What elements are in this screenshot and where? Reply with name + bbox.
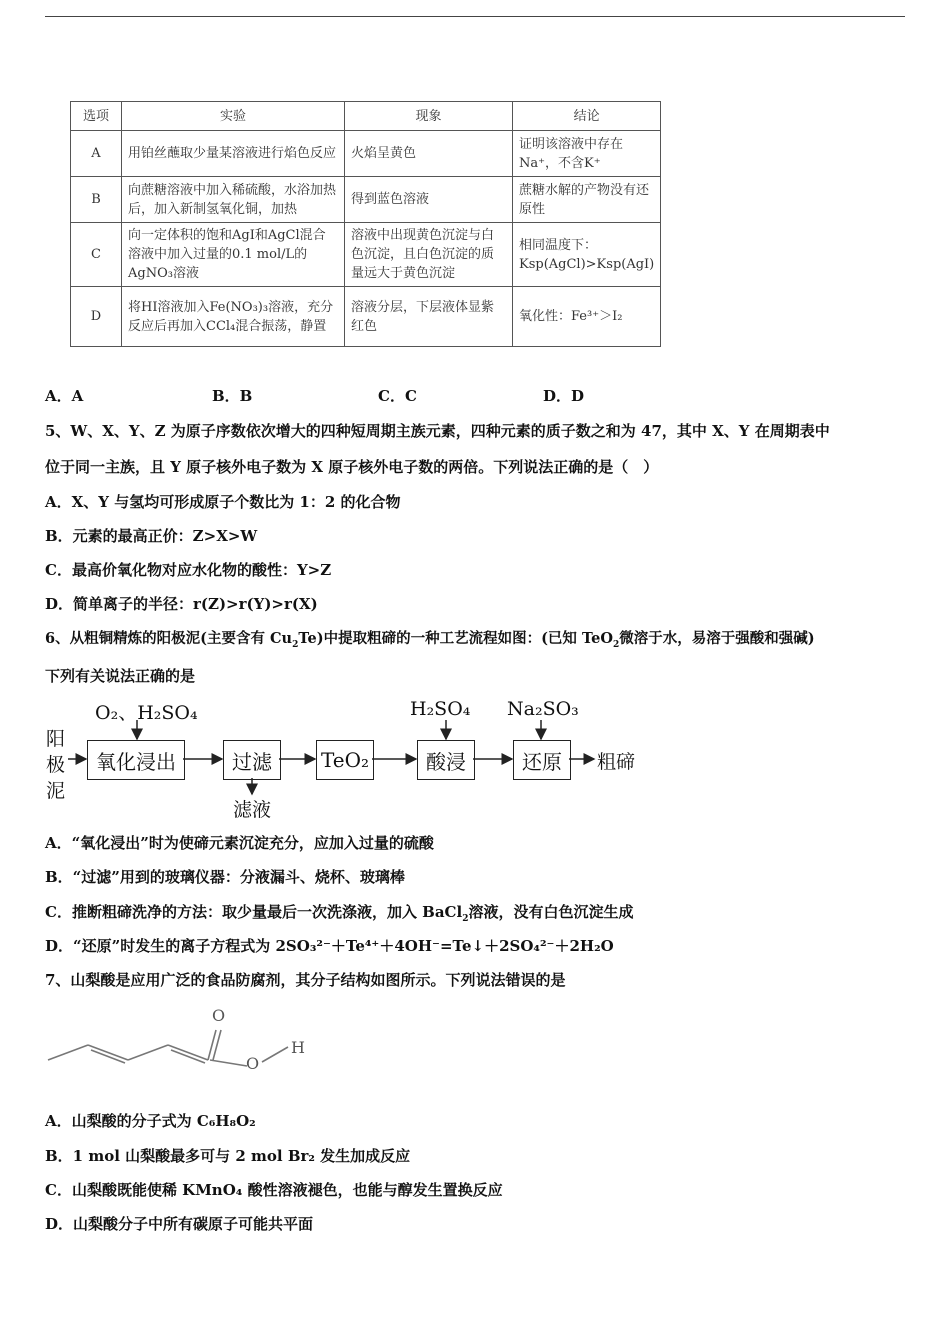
flow-start-label: 阳极泥 — [46, 728, 66, 802]
table-row — [71, 177, 661, 223]
q6-option-c[interactable]: C．推断粗碲洗净的方法：取少量最后一次洗涤液，加入 BaCl$_2$溶液，没有白色沉淀生成 — [45, 903, 634, 924]
row-option: B — [71, 177, 122, 223]
q5-option-d[interactable]: D．简单离子的半径：r(Z)>r(Y)>r(X) — [45, 595, 318, 613]
structure-hydroxyl-o: O — [246, 1054, 260, 1073]
q6-option-d[interactable]: D．“还原”时发生的离子方程式为 2SO₃²⁻＋Te⁴⁺＋4OH⁻=Te↓＋2SO₄²⁻＋2H₂O — [45, 937, 614, 955]
flow-box-filter: 过滤 — [223, 740, 281, 780]
flow-box-teo2: TeO₂ — [316, 740, 374, 780]
row-option: A — [71, 131, 122, 177]
q7-option-b[interactable]: B．1 mol 山梨酸最多可与 2 mol Br₂ 发生加成反应 — [45, 1147, 411, 1165]
structure-carbonyl-o: O — [212, 1006, 226, 1025]
table-row — [71, 131, 661, 177]
q4-option-c[interactable]: C．C — [378, 387, 417, 405]
q5-stem-line1: 5、W、X、Y、Z 为原子序数依次增大的四种短周期主族元素，四种元素的质子数之和为 47，其中 X、Y 在周期表中 — [45, 422, 830, 440]
row-phenomenon: 火焰呈黄色 — [345, 131, 513, 177]
flow-box-acid-leach: 酸浸 — [417, 740, 475, 780]
header-conclusion: 结论 — [513, 102, 661, 131]
q7-stem: 7、山梨酸是应用广泛的食品防腐剂，其分子结构如图所示。下列说法错误的是 — [45, 971, 566, 989]
table-row — [71, 223, 661, 287]
q7-option-c[interactable]: C．山梨酸既能使稀 KMnO₄ 酸性溶液褪色，也能与醇发生置换反应 — [45, 1181, 503, 1199]
flow-input5: Na₂SO₃ — [507, 698, 579, 720]
row-conclusion: 蔗糖水解的产物没有还原性 — [513, 177, 661, 223]
q4-option-d[interactable]: D．D — [543, 387, 585, 405]
flow-box-reduce: 还原 — [513, 740, 571, 780]
q6-stem-part1: 6、从粗铜精炼的阳极泥(主要含有 Cu — [45, 630, 293, 647]
row-experiment: 向一定体积的饱和AgI和AgCl混合溶液中加入过量的0.1 mol/L的AgNO₃溶液 — [122, 223, 345, 287]
row-experiment: 将HI溶液加入Fe(NO₃)₃溶液，充分反应后再加入CCl₄混合振荡，静置 — [122, 287, 345, 347]
q5-option-c[interactable]: C．最高价氧化物对应水化物的酸性：Y>Z — [45, 561, 332, 579]
flow-input1: O₂、H₂SO₄ — [95, 702, 198, 724]
q6-stem-line1: 6、从粗铜精炼的阳极泥(主要含有 $Cu_2Te$)中提取粗碲的一种工艺流程如图：(已知 TeO$_2$微溶于水，易溶于强酸和强碱) — [45, 630, 815, 650]
q5-stem-line2: 位于同一主族，且 Y 原子核外电子数为 X 原子核外电子数的两倍。下列说法正确的是（ ） — [45, 458, 659, 476]
row-option: D — [71, 287, 122, 347]
table-header-row — [71, 102, 661, 131]
q5-option-b[interactable]: B．元素的最高正价：Z>X>W — [45, 527, 258, 545]
flow-end-label: 粗碲 — [597, 751, 636, 773]
row-conclusion: 证明该溶液中存在Na⁺，不含K⁺ — [513, 131, 661, 177]
flow-box-oxidation-leach: 氧化浸出 — [87, 740, 185, 780]
q6-option-c-part2: 溶液，没有白色沉淀生成 — [468, 903, 634, 921]
q4-option-b[interactable]: B．B — [212, 387, 253, 405]
row-option: C — [71, 223, 122, 287]
experiment-table — [70, 101, 661, 347]
header-option: 选项 — [71, 102, 122, 131]
structure-skeleton — [40, 1000, 330, 1090]
header-rule — [45, 16, 905, 17]
q5-option-a[interactable]: A．X、Y 与氢均可形成原子个数比为 1：2 的化合物 — [45, 493, 401, 511]
row-conclusion: 氧化性：Fe³⁺＞I₂ — [513, 287, 661, 347]
row-phenomenon: 溶液分层，下层液体显紫红色 — [345, 287, 513, 347]
row-phenomenon: 得到蓝色溶液 — [345, 177, 513, 223]
flow-arrows — [0, 690, 650, 810]
q6-stem-part2: Te)中提取粗碲的一种工艺流程如图：(已知 TeO — [298, 630, 613, 647]
flow-input4: H₂SO₄ — [410, 698, 471, 720]
q4-option-a[interactable]: A．A — [45, 387, 84, 405]
q6-option-b[interactable]: B．“过滤”用到的玻璃仪器：分液漏斗、烧杯、玻璃棒 — [45, 868, 405, 886]
row-experiment: 向蔗糖溶液中加入稀硫酸，水浴加热后，加入新制氢氧化铜，加热 — [122, 177, 345, 223]
q6-stem-part3: 微溶于水，易溶于强酸和强碱) — [619, 630, 815, 647]
q6-option-c-part1: C．推断粗碲洗净的方法：取少量最后一次洗涤液，加入 BaCl — [45, 903, 463, 921]
row-experiment: 用铂丝蘸取少量某溶液进行焰色反应 — [122, 131, 345, 177]
flow-output-filtrate: 滤液 — [233, 799, 272, 821]
table-row — [71, 287, 661, 347]
q7-option-a[interactable]: A．山梨酸的分子式为 C₆H₈O₂ — [45, 1112, 256, 1130]
q6-stem-line2: 下列有关说法正确的是 — [45, 667, 196, 685]
header-experiment: 实验 — [122, 102, 345, 131]
row-phenomenon: 溶液中出现黄色沉淀与白色沉淀，且白色沉淀的质量远大于黄色沉淀 — [345, 223, 513, 287]
q6-option-a[interactable]: A．“氧化浸出”时为使碲元素沉淀充分，应加入过量的硫酸 — [45, 834, 434, 852]
header-phenomenon: 现象 — [345, 102, 513, 131]
q7-option-d[interactable]: D．山梨酸分子中所有碳原子可能共平面 — [45, 1215, 314, 1233]
row-conclusion: 相同温度下：Ksp(AgCl)>Ksp(AgI) — [513, 223, 661, 287]
structure-h: H — [291, 1038, 305, 1057]
